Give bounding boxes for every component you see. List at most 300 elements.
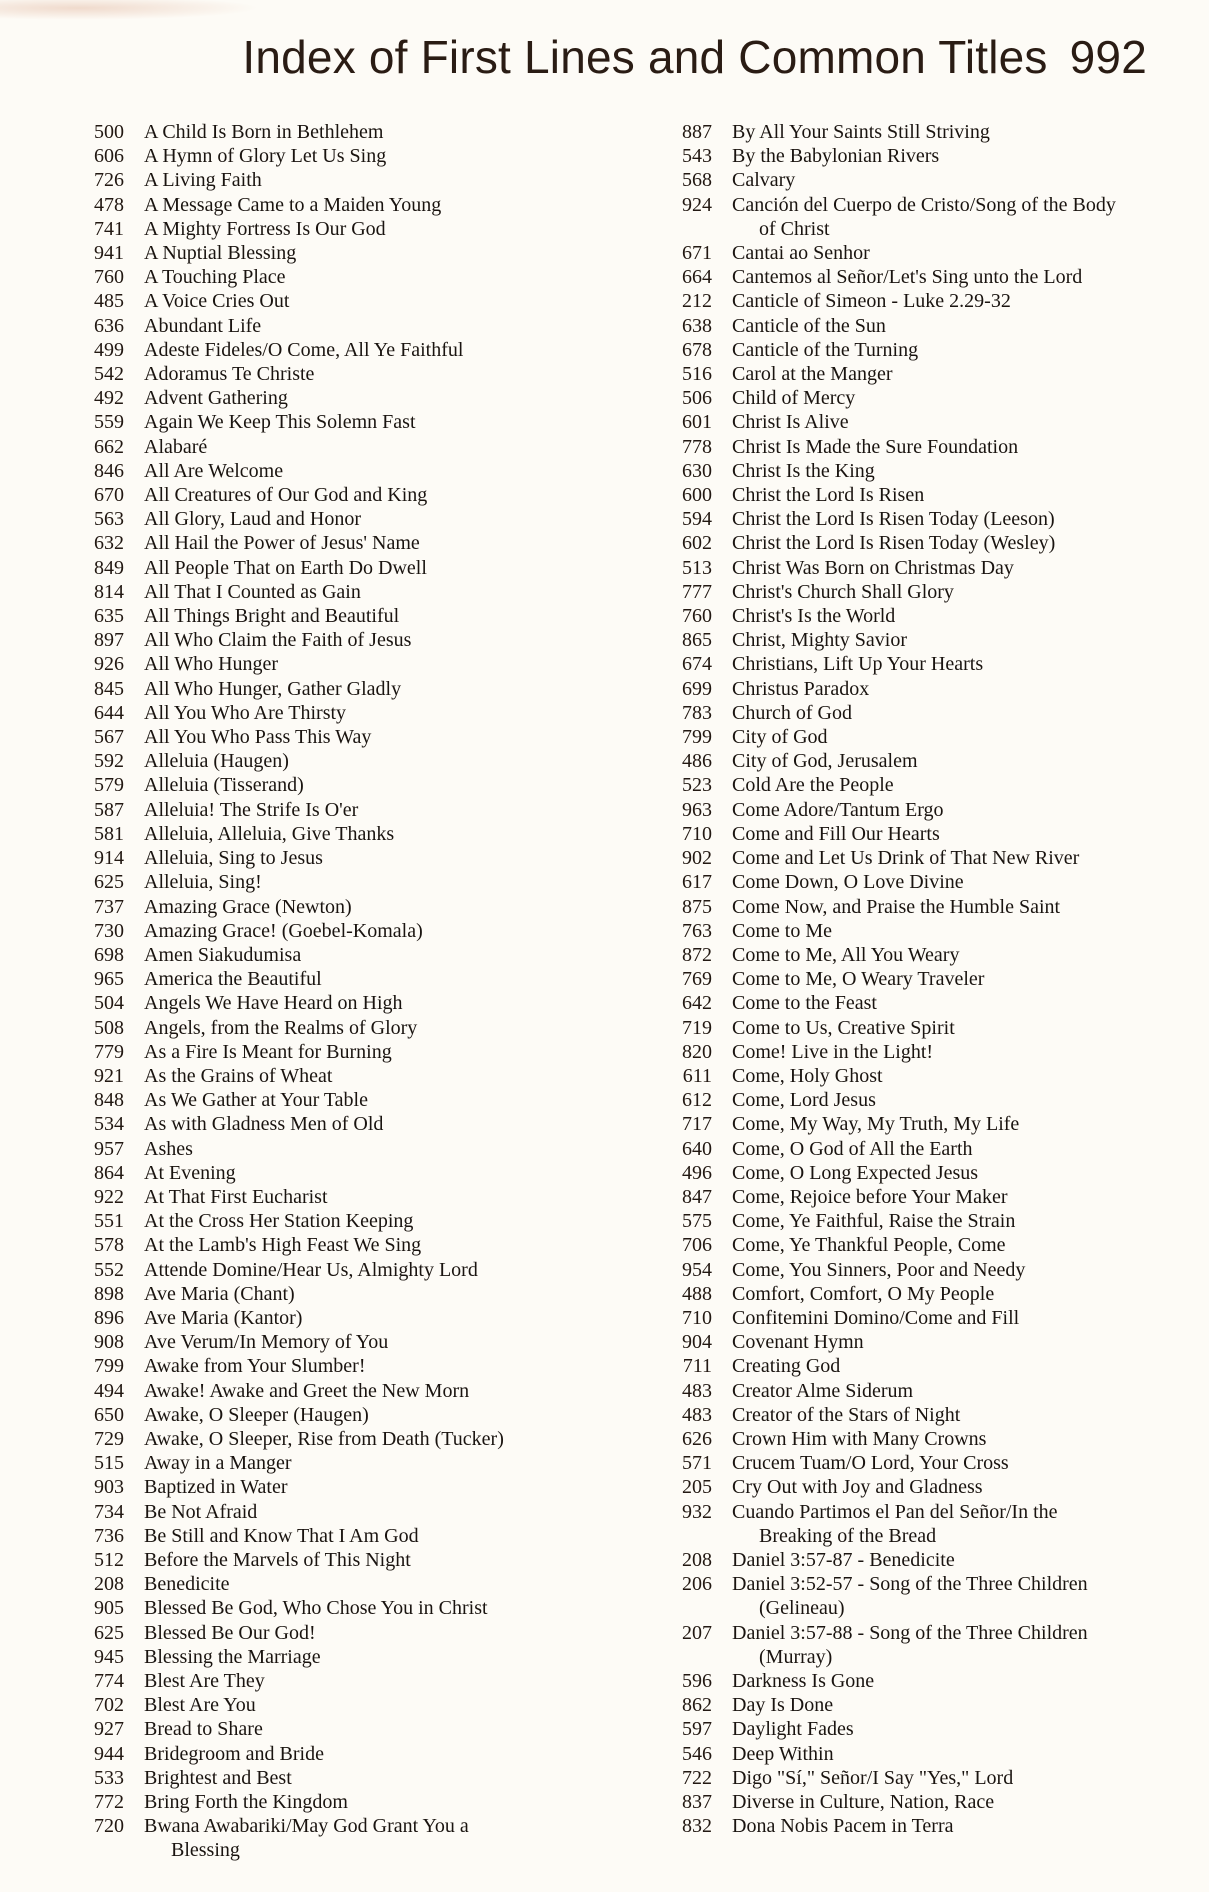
hymn-title [144, 725, 578, 749]
hymn-title-line: City of God, Jerusalem [732, 750, 918, 773]
hymn-title [144, 1088, 578, 1112]
hymn-title-line: Come and Let Us Drink of That New River [732, 847, 1080, 870]
hymn-title [732, 1064, 1166, 1088]
hymn-title-line: Comfort, Comfort, O My People [732, 1282, 995, 1305]
hymn-number: 504 [94, 992, 124, 1015]
hymn-number: 945 [94, 1645, 124, 1668]
hymn-title [144, 1766, 578, 1790]
hymn-title [732, 895, 1166, 919]
index-entry [646, 1475, 1166, 1499]
hymn-title-line: Church of God [732, 701, 852, 724]
hymn-title [144, 1621, 578, 1645]
hymn-number: 596 [682, 1670, 712, 1692]
hymn-title [144, 314, 578, 338]
hymn-title-line: A Voice Cries Out [144, 290, 290, 313]
hymn-number: 662 [94, 435, 124, 458]
hymn-number: 602 [682, 532, 712, 555]
index-entry [58, 749, 578, 773]
hymn-number: 523 [682, 774, 712, 797]
hymn-number: 592 [94, 750, 124, 773]
hymn-number: 706 [682, 1234, 712, 1257]
index-entry [646, 580, 1166, 604]
index-entry [646, 386, 1166, 410]
hymn-title [144, 1137, 578, 1161]
index-entry [58, 1500, 578, 1524]
index-entry [58, 338, 578, 362]
hymn-number: 612 [682, 1089, 712, 1112]
hymn-title-line: Be Still and Know That I Am God [144, 1524, 419, 1547]
index-entry [58, 289, 578, 313]
index-entry [58, 1742, 578, 1766]
hymn-number: 571 [682, 1452, 712, 1475]
hymn-title-line: A Touching Place [144, 266, 286, 289]
hymn-title-line: Come Now, and Praise the Humble Saint [732, 895, 1061, 918]
hymn-title [144, 1161, 578, 1185]
hymn-title [732, 1161, 1166, 1185]
hymn-title-line: At Evening [144, 1161, 236, 1184]
hymn-title [732, 1185, 1166, 1209]
hymn-title [732, 1137, 1166, 1161]
index-entry [646, 120, 1166, 144]
hymn-title-line: All Who Hunger [144, 653, 279, 676]
hymn-number: 736 [94, 1524, 124, 1547]
hymn-number: 927 [94, 1718, 124, 1741]
hymn-title-line: As the Grains of Wheat [144, 1064, 333, 1087]
hymn-number: 699 [682, 677, 712, 700]
index-entry [646, 410, 1166, 434]
hymn-title [732, 265, 1166, 289]
hymn-number: 508 [94, 1016, 124, 1039]
index-entry [646, 1790, 1166, 1814]
index-entry [646, 435, 1166, 459]
hymn-title [144, 362, 578, 386]
index-entry [58, 1354, 578, 1378]
index-entry [58, 895, 578, 919]
hymn-title-line: Ave Maria (Chant) [144, 1282, 295, 1305]
index-entry [58, 1645, 578, 1669]
index-entry [646, 895, 1166, 919]
index-entry [58, 507, 578, 531]
index-entry [58, 1766, 578, 1790]
hymn-number: 575 [682, 1210, 712, 1233]
hymn-title-line: Alleluia, Sing! [144, 871, 262, 894]
hymn-title [732, 168, 1166, 192]
hymn-title [144, 798, 578, 822]
hymn-title-line: Blessed Be Our God! [144, 1621, 316, 1644]
hymn-number: 799 [94, 1355, 124, 1378]
index-entry [646, 1742, 1166, 1766]
hymn-title-line: Come, Holy Ghost [732, 1064, 883, 1087]
index-entry [646, 265, 1166, 289]
index-entry [646, 144, 1166, 168]
index-entry [58, 1621, 578, 1645]
hymn-number: 578 [94, 1234, 124, 1257]
hymn-number: 597 [682, 1718, 712, 1741]
index-entry [646, 1451, 1166, 1475]
index-entry [646, 1500, 1166, 1548]
hymn-number: 543 [682, 145, 712, 168]
hymn-title-line: All Who Hunger, Gather Gladly [144, 677, 402, 700]
index-entry [58, 1306, 578, 1330]
hymn-number: 635 [94, 605, 124, 628]
hymn-title [144, 338, 578, 362]
hymn-number: 832 [682, 1815, 712, 1838]
hymn-title-line: Come to Us, Creative Spirit [732, 1016, 955, 1039]
hymn-title-line: Come, Rejoice before Your Maker [732, 1185, 1008, 1208]
index-entry [58, 1379, 578, 1403]
hymn-title [144, 773, 578, 797]
hymn-title-continuation: (Gelineau) [759, 1597, 845, 1620]
hymn-number: 944 [94, 1742, 124, 1765]
hymn-title [144, 1451, 578, 1475]
hymn-number: 777 [682, 580, 712, 603]
hymn-number: 568 [682, 169, 712, 192]
hymn-title [732, 1209, 1166, 1233]
hymn-title [144, 1790, 578, 1814]
hymn-title [732, 1258, 1166, 1282]
hymn-title [144, 1354, 578, 1378]
hymn-number: 212 [682, 290, 712, 313]
hymn-title-line: Before the Marvels of This Night [144, 1548, 411, 1571]
hymn-title-line: Alleluia! The Strife Is O'er [144, 798, 359, 821]
hymn-number: 642 [682, 992, 712, 1015]
hymn-title-line: Ave Maria (Kantor) [144, 1306, 303, 1329]
index-entry [58, 870, 578, 894]
hymn-title-line: Alleluia, Alleluia, Give Thanks [144, 822, 395, 845]
hymn-number: 862 [682, 1694, 712, 1717]
hymn-title-line: Adeste Fideles/O Come, All Ye Faithful [144, 338, 464, 361]
hymn-title [144, 652, 578, 676]
hymn-title [732, 798, 1166, 822]
hymn-title [144, 846, 578, 870]
hymn-title-line: Christ Is Made the Sure Foundation [732, 435, 1019, 458]
hymn-title-line: Canticle of Simeon - Luke 2.29-32 [732, 290, 1011, 313]
hymn-title-line: Come to Me [732, 919, 832, 942]
index-entry [58, 919, 578, 943]
hymn-title-line: A Hymn of Glory Let Us Sing [144, 145, 387, 168]
index-entry [58, 701, 578, 725]
hymn-number: 897 [94, 629, 124, 652]
hymn-title-line: At That First Eucharist [144, 1185, 328, 1208]
index-entry [58, 1040, 578, 1064]
hymn-title [144, 1282, 578, 1306]
hymn-title-line: Benedicite [144, 1573, 230, 1596]
hymn-title [732, 120, 1166, 144]
hymn-title [732, 967, 1166, 991]
hymn-number: 579 [94, 774, 124, 797]
index-entry [646, 459, 1166, 483]
hymn-title [732, 1427, 1166, 1451]
hymn-number: 644 [94, 701, 124, 724]
hymn-number: 206 [682, 1573, 712, 1596]
hymn-title-line: Christians, Lift Up Your Hearts [732, 653, 984, 676]
hymn-title-line: Attende Domine/Hear Us, Almighty Lord [144, 1258, 478, 1281]
hymn-title [732, 1354, 1166, 1378]
hymn-number: 887 [682, 121, 712, 143]
hymn-title [732, 773, 1166, 797]
hymn-title [144, 1064, 578, 1088]
hymn-title-line: All Hail the Power of Jesus' Name [144, 532, 420, 555]
hymn-title-line: Bring Forth the Kingdom [144, 1791, 348, 1814]
hymn-number: 636 [94, 314, 124, 337]
index-entry [646, 289, 1166, 313]
hymn-title [144, 217, 578, 241]
hymn-number: 922 [94, 1185, 124, 1208]
hymn-number: 846 [94, 459, 124, 482]
hymn-title-line: Covenant Hymn [732, 1331, 864, 1354]
hymn-title-line: Baptized in Water [144, 1476, 288, 1499]
index-entry [646, 870, 1166, 894]
index-entry [646, 1282, 1166, 1306]
page-number: 992 [1069, 31, 1147, 83]
index-entry [58, 1403, 578, 1427]
hymn-number: 848 [94, 1089, 124, 1112]
index-entry [58, 483, 578, 507]
hymn-title [144, 1379, 578, 1403]
hymn-title-line: Creator Alme Siderum [732, 1379, 914, 1402]
hymn-number: 769 [682, 968, 712, 991]
hymn-title-line: A Message Came to a Maiden Young [144, 193, 442, 216]
hymn-number: 778 [682, 435, 712, 458]
index-entry [58, 168, 578, 192]
hymn-number: 774 [94, 1670, 124, 1692]
index-entry [58, 652, 578, 676]
index-entry [646, 1379, 1166, 1403]
hymn-number: 849 [94, 556, 124, 579]
hymn-number: 512 [94, 1548, 124, 1571]
hymn-title [144, 168, 578, 192]
hymn-title-line: As We Gather at Your Table [144, 1089, 368, 1112]
hymn-number: 485 [94, 290, 124, 313]
hymn-number: 551 [94, 1210, 124, 1233]
hymn-title [732, 1016, 1166, 1040]
index-entry [646, 1088, 1166, 1112]
index-entry [58, 1233, 578, 1257]
hymn-number: 617 [682, 871, 712, 894]
hymn-title-line: Come, Ye Thankful People, Come [732, 1234, 1006, 1257]
hymn-title [144, 507, 578, 531]
index-entry [58, 628, 578, 652]
hymn-title [144, 435, 578, 459]
index-entry [58, 1427, 578, 1451]
hymn-title-line: Be Not Afraid [144, 1500, 258, 1523]
index-entry [646, 798, 1166, 822]
hymn-number: 763 [682, 919, 712, 942]
hymn-title-line: At the Lamb's High Feast We Sing [144, 1234, 422, 1257]
hymn-title [144, 265, 578, 289]
hymn-number: 898 [94, 1282, 124, 1305]
hymn-title [144, 943, 578, 967]
hymn-title [144, 1475, 578, 1499]
hymn-title-line: Crown Him with Many Crowns [732, 1427, 987, 1450]
hymn-number: 671 [682, 242, 712, 265]
hymn-number: 908 [94, 1331, 124, 1354]
hymn-number: 670 [94, 484, 124, 507]
hymn-title-line: All People That on Earth Do Dwell [144, 556, 427, 579]
hymn-number: 500 [94, 121, 124, 143]
hymn-title-line: Blessed Be God, Who Chose You in Christ [144, 1597, 488, 1620]
hymn-title-line: Again We Keep This Solemn Fast [144, 411, 416, 434]
index-entry [646, 483, 1166, 507]
hymn-number: 729 [94, 1427, 124, 1450]
index-entry [58, 241, 578, 265]
hymn-title [144, 1548, 578, 1572]
index-entry [58, 1282, 578, 1306]
index-entry [646, 1621, 1166, 1669]
index-entry [58, 604, 578, 628]
index-entry [646, 1209, 1166, 1233]
hymn-title [144, 604, 578, 628]
hymn-title [732, 1306, 1166, 1330]
hymn-number: 496 [682, 1161, 712, 1184]
hymn-number: 710 [682, 822, 712, 845]
index-entry [58, 1717, 578, 1741]
hymn-number: 845 [94, 677, 124, 700]
hymn-title [732, 1403, 1166, 1427]
index-entry [646, 556, 1166, 580]
hymn-number: 741 [94, 217, 124, 240]
hymn-title-line: Come, Lord Jesus [732, 1089, 876, 1112]
hymn-title [732, 531, 1166, 555]
hymn-title-line: A Mighty Fortress Is Our God [144, 217, 386, 240]
hymn-title [144, 1209, 578, 1233]
index-entry [58, 1209, 578, 1233]
hymn-title-line: Christ, Mighty Savior [732, 629, 908, 652]
index-entry [58, 459, 578, 483]
index-entry [58, 1112, 578, 1136]
index-entry [646, 1354, 1166, 1378]
hymn-number: 533 [94, 1766, 124, 1789]
hymn-number: 506 [682, 387, 712, 410]
hymn-title [144, 895, 578, 919]
hymn-number: 611 [682, 1064, 712, 1087]
hymn-number: 903 [94, 1476, 124, 1499]
hymn-title-line: Advent Gathering [144, 387, 288, 410]
hymn-title-line: Adoramus Te Christe [144, 363, 315, 386]
index-entry [646, 1427, 1166, 1451]
index-entry [58, 1693, 578, 1717]
hymn-title [144, 991, 578, 1015]
hymn-title-line: Amen Siakudumisa [144, 943, 302, 966]
hymn-title [732, 338, 1166, 362]
hymn-title [144, 701, 578, 725]
hymn-title [732, 556, 1166, 580]
index-entry [646, 1572, 1166, 1620]
hymn-number: 638 [682, 314, 712, 337]
hymn-title [732, 1790, 1166, 1814]
hymn-title-line: Cuando Partimos el Pan del Señor/In the [732, 1500, 1058, 1523]
hymn-number: 865 [682, 629, 712, 652]
hymn-title-line: Come, My Way, My Truth, My Life [732, 1113, 1020, 1136]
hymn-title-line: Carol at the Manger [732, 363, 893, 386]
hymn-title [732, 870, 1166, 894]
hymn-title-line: Blest Are You [144, 1694, 256, 1717]
hymn-title-line: As a Fire Is Meant for Burning [144, 1040, 392, 1063]
hymn-title-line: Blessing the Marriage [144, 1645, 321, 1668]
hymn-title [732, 1112, 1166, 1136]
hymn-title-line: Come, O Long Expected Jesus [732, 1161, 979, 1184]
index-entry [646, 773, 1166, 797]
hymn-title-line: Amazing Grace (Newton) [144, 895, 352, 918]
hymn-number: 760 [682, 605, 712, 628]
hymn-title-line: Canción del Cuerpo de Cristo/Song of the Body [732, 193, 1116, 216]
hymn-number: 726 [94, 169, 124, 192]
hymn-number: 478 [94, 193, 124, 216]
hymn-title [732, 1717, 1166, 1741]
hymn-title [732, 1572, 1166, 1620]
hymn-title [732, 362, 1166, 386]
hymn-number: 921 [94, 1064, 124, 1087]
hymn-title-line: Angels We Have Heard on High [144, 992, 403, 1015]
hymn-number: 499 [94, 338, 124, 361]
hymn-number: 710 [682, 1306, 712, 1329]
index-entry [646, 943, 1166, 967]
index-entry [646, 822, 1166, 846]
hymn-title-line: Come to Me, O Weary Traveler [732, 968, 985, 991]
index-entry [58, 1185, 578, 1209]
hymn-title-line: Creator of the Stars of Night [732, 1403, 961, 1426]
index-entry [646, 193, 1166, 241]
hymn-title-line: Confitemini Domino/Come and Fill [732, 1306, 1020, 1329]
hymn-title [732, 991, 1166, 1015]
index-entry [58, 798, 578, 822]
hymn-title [144, 289, 578, 313]
hymn-number: 563 [94, 508, 124, 531]
hymn-title-line: Christ the Lord Is Risen [732, 484, 925, 507]
index-entry [58, 1137, 578, 1161]
hymn-title [144, 677, 578, 701]
hymn-title-line: Darkness Is Gone [732, 1670, 875, 1692]
hymn-title [144, 1669, 578, 1693]
hymn-number: 483 [682, 1379, 712, 1402]
hymn-number: 872 [682, 943, 712, 966]
hymn-title-line: Blest Are They [144, 1670, 265, 1692]
hymn-title-line: Come and Fill Our Hearts [732, 822, 940, 845]
index-title: Index of First Lines and Common Titles [242, 31, 1048, 83]
index-entry [58, 265, 578, 289]
hymn-title-line: A Child Is Born in Bethlehem [144, 121, 384, 143]
hymn-title [144, 580, 578, 604]
hymn-title [732, 749, 1166, 773]
hymn-title [144, 1596, 578, 1620]
index-entry [58, 1258, 578, 1282]
hymn-title [144, 556, 578, 580]
hymn-number: 720 [94, 1815, 124, 1838]
hymn-title [732, 677, 1166, 701]
hymn-title-line: Awake from Your Slumber! [144, 1355, 366, 1378]
hymn-title-continuation: Blessing [171, 1839, 240, 1862]
hymn-title [144, 1016, 578, 1040]
hymn-title [732, 289, 1166, 313]
index-entry [646, 604, 1166, 628]
hymn-number: 957 [94, 1137, 124, 1160]
index-entry [58, 967, 578, 991]
hymn-title [144, 1500, 578, 1524]
index-entry [646, 1258, 1166, 1282]
hymn-title [144, 1040, 578, 1064]
index-entry [58, 1548, 578, 1572]
index-entry [646, 919, 1166, 943]
hymn-number: 814 [94, 580, 124, 603]
hymn-number: 896 [94, 1306, 124, 1329]
hymn-number: 837 [682, 1791, 712, 1814]
hymn-title-line: Cantai ao Senhor [732, 242, 870, 265]
page-scuff [0, 0, 260, 20]
hymn-title [144, 1258, 578, 1282]
hymn-number: 926 [94, 653, 124, 676]
hymn-title [732, 1669, 1166, 1693]
hymn-number: 494 [94, 1379, 124, 1402]
